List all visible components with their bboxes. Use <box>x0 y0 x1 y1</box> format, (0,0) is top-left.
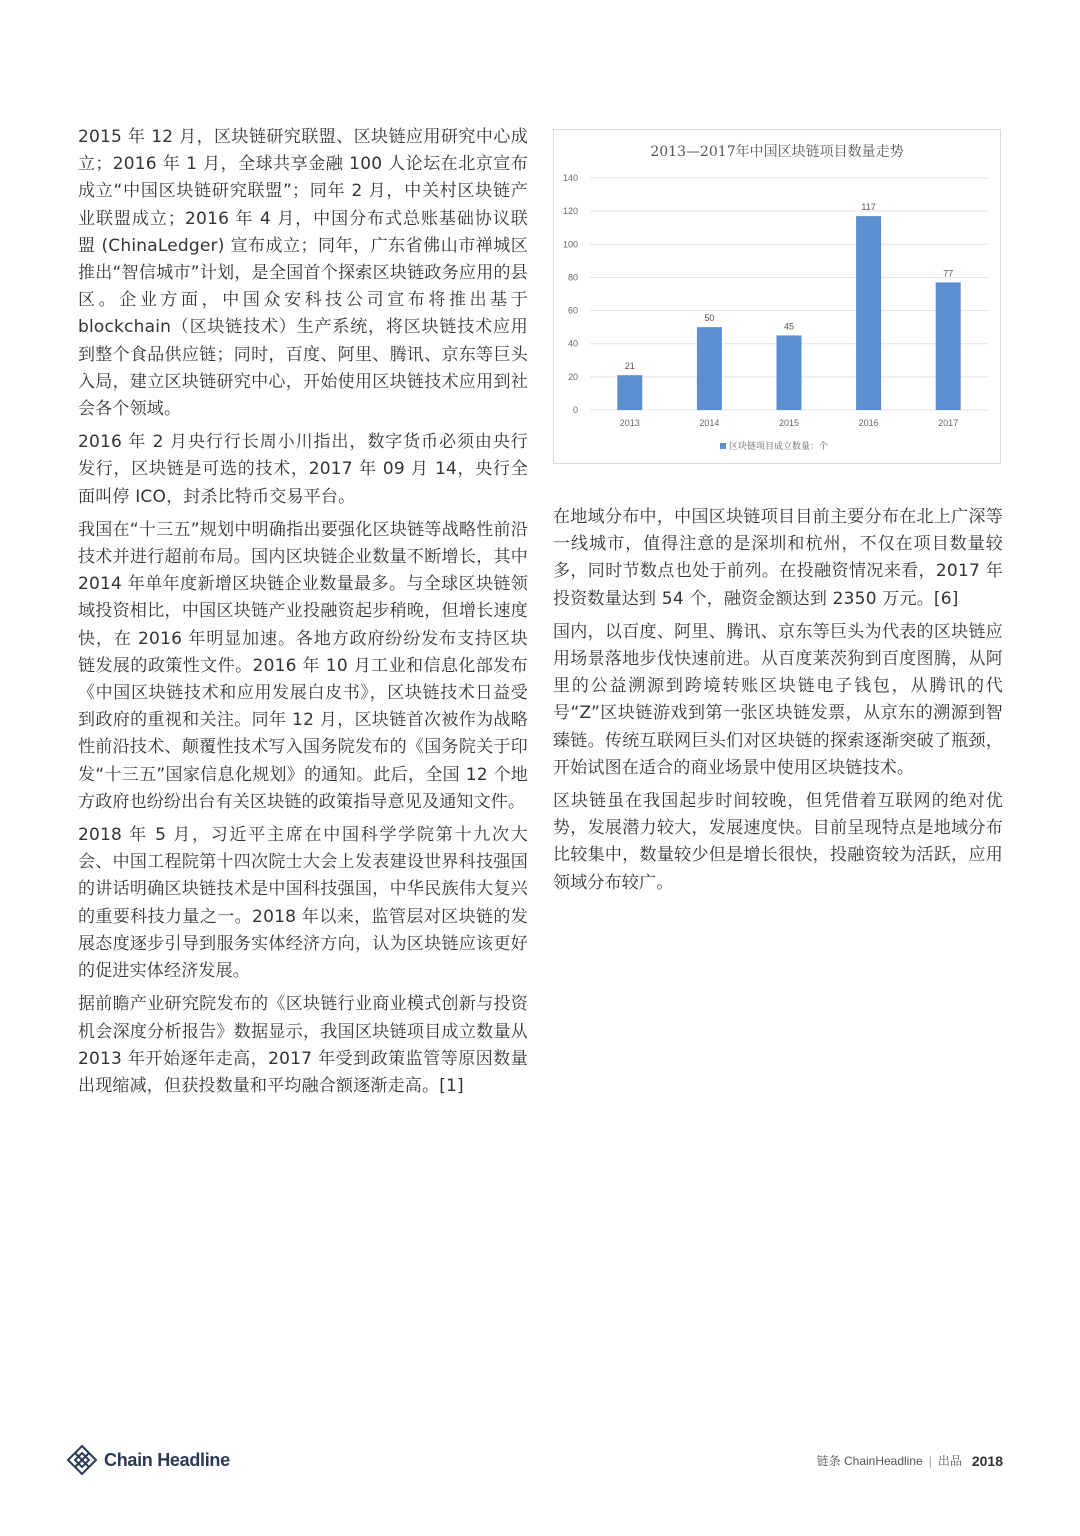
y-tick-label: 20 <box>567 371 578 382</box>
legend-label: 区块链项目成立数量：个 <box>729 442 829 452</box>
y-tick-label: 120 <box>562 206 578 217</box>
bar <box>697 327 722 410</box>
bar-value-label: 117 <box>861 202 876 213</box>
bar <box>777 335 802 410</box>
body-paragraph: 在地域分布中，中国区块链项目目前主要分布在北上广深等一线城市，值得注意的是深圳和杭州，不仅在项目数量较多，同时节数点也处于前列。在投融资情况来看，2017 年投资数量达到 54 个，融资金额达到 2350 万元。[6] <box>553 507 1003 609</box>
body-paragraph: 2016 年 2 月央行行长周小川指出，数字货币必须由央行发行，区块链是可选的技术，2017 年 09 月 14，央行全面叫停 ICO，封杀比特币交易平台。 <box>78 432 528 507</box>
bar-value-label: 45 <box>783 321 795 332</box>
body-paragraph: 我国在“十三五”规划中明确指出要强化区块链等战略性前沿技术并进行超前布局。国内区块链企业数量不断增长，其中 2014 年单年度新增区块链企业数量最多。与全球区块链领域投资相比，中国区块链产业投融资起步稍晚，但增长速度快，在 2016 年明显加速。各地方政府纷纷发布支持区块链发展的政策性文件。2016 年 10 月工业和信息化部发布《中国区块链技术和应用发展白皮书》，区块链技术日益受到政府的重视和关注。同年 12 月，区块链首次被作为战略性前沿技术、颠覆性技术写入国务院发布的《国务院关于印发“十三五”国家信息化规划》的通知。此后，全国 12 个地方政府也纷纷出台有关区块链的政策指导意见及通知文件。 <box>78 519 528 812</box>
chart-title: 2013—2017年中国区块链项目数量走势 <box>650 144 904 160</box>
legend-swatch <box>720 443 726 449</box>
x-tick-label: 2015 <box>778 418 800 428</box>
footer-separator: | <box>928 1453 932 1468</box>
chainheadline-logo <box>66 1440 230 1480</box>
bar-value-label: 21 <box>624 361 635 372</box>
body-paragraph: 据前瞻产业研究院发布的《区块链行业商业模式创新与投资机会深度分析报告》数据显示，我国区块链项目成立数量从 2013 年开始逐年走高，2017 年受到政策监管等原因数量出现缩减，但获投数量和平均融合额逐渐走高。[1] <box>78 994 528 1096</box>
y-tick-label: 60 <box>567 305 578 316</box>
x-tick-label: 2017 <box>938 418 959 428</box>
page-footer <box>0 1440 1080 1480</box>
footer-year: 2018 <box>971 1452 1003 1469</box>
body-paragraph: 国内，以百度、阿里、腾讯、京东等巨头为代表的区块链应用场景落地步伐快速前进。从百度莱茨狗到百度图腾，从阿里的公益溯源到跨境转账区块链电子钱包，从腾讯的代号“Z”区块链游戏到第一张区块链发票，从京东的溯源到智臻链。传统互联网巨头们对区块链的探索逐渐突破了瓶颈，开始试图在适合的商业场景中使用区块链技术。 <box>553 621 1003 778</box>
bar-chart <box>553 129 1001 464</box>
bar <box>936 282 961 410</box>
bar-value-label: 50 <box>704 313 715 324</box>
y-tick-label: 80 <box>567 272 578 283</box>
body-paragraph: 2018 年 5 月，习近平主席在中国科学学院第十九次大会、中国工程院第十四次院士大会上发表建设世界科技强国的讲话明确区块链技术是中国科技强国，中华民族伟大复兴的重要科技力量之一。2018 年以来，监管层对区块链的发展态度逐步引导到服务实体经济方向，认为区块链应该更好的促进实体经济发展。 <box>78 825 528 982</box>
footer-brand: 链条 ChainHeadline <box>816 1454 923 1468</box>
right-column <box>553 504 1003 903</box>
left-column <box>78 124 528 1106</box>
footer-produced: 出品 <box>937 1454 962 1468</box>
y-tick-label: 140 <box>562 173 578 183</box>
logo-wordmark: Chain Headline <box>104 1449 230 1470</box>
body-paragraph: 2015 年 12 月，区块链研究联盟、区块链应用研究中心成立；2016 年 1 月，全球共享金融 100 人论坛在北京宣布成立“中国区块链研究联盟”；同年 2 月，中关村区块链产业联盟成立；2016 年 4 月，中国分布式总账基础协议联盟 (ChinaLedger) 宣布成立；同年，广东省佛山市禅城区推出“智信城市”计划，是全国首个探索区块链政务应用的县区。企业方面，中国众安科技公司宣布将推出基于 blockchain（区块链技术）生产系统，将区块链技术应用到整个食品供应链；同时，百度、阿里、腾讯、京东等巨头入局，建立区块链研究中心，开始使用区块链技术应用到社会各个领域。 <box>78 127 528 420</box>
bar <box>617 375 642 410</box>
body-paragraph: 区块链虽在我国起步时间较晚，但凭借着互联网的绝对优势，发展潜力较大，发展速度快。目前呈现特点是地域分布比较集中，数量较少但是增长很快，投融资较为活跃，应用领域分布较广。 <box>553 791 1003 893</box>
chain-logo-icon <box>66 1444 98 1476</box>
footer-credit <box>817 1452 1003 1469</box>
y-tick-label: 40 <box>567 338 578 349</box>
x-tick-label: 2016 <box>858 418 879 428</box>
x-tick-label: 2014 <box>699 418 720 428</box>
x-tick-label: 2013 <box>619 418 640 428</box>
bar-value-label: 77 <box>943 268 954 279</box>
bar <box>856 216 881 410</box>
y-tick-label: 100 <box>562 239 578 250</box>
chart-svg <box>554 130 1000 463</box>
y-tick-label: 0 <box>572 405 578 415</box>
